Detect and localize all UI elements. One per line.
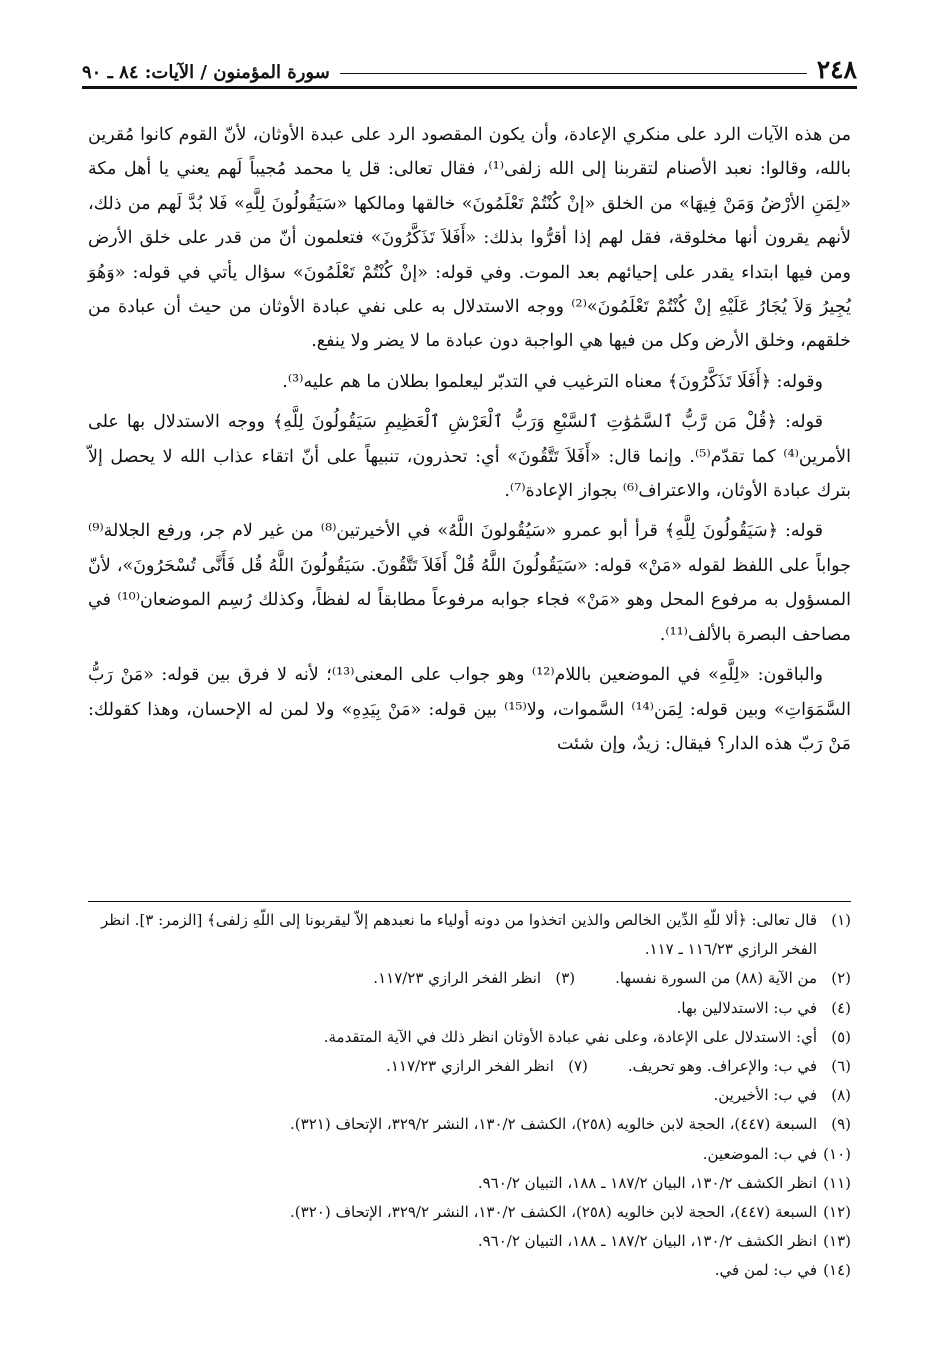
footnote-text: في ب: والإعراف. وهو تحريف.: [627, 1057, 817, 1076]
footnote-text: انظر الكشف ١٣٠/٢، البيان ١٨٧/٢ ـ ١٨٨، التبيان ٩٦٠/٢.: [477, 1232, 817, 1251]
footnote-number: (١١): [823, 1173, 851, 1192]
footnote: [88, 1169, 851, 1198]
paragraph: قوله: ﴿سَيَقُولُونَ لِلَّهِ﴾ قرأ أبو عمرو «سَيُقُولونَ اللَّهُ» في الأخيرتين⁽⁸⁾ من غير لام جر، ورفع الجلالة⁽⁹⁾ جواباً على اللفظ لقوله «مَنْ» قوله: «سَيَقُولُونَ اللَّهُ قُلْ أَفَلاَ تَتَّقُونَ. سَيَقُولُونَ اللَّهُ قُل فَأَنَّى تُسْحَرُونَ»، لأنّ المسؤول به مرفوع المحل وهو «مَنْ» فجاء جوابه مرفوعاً مطابقاً له لفظاً، وكذلك رُسِم الموضعان⁽¹⁰⁾ في مصاحف البصرة بالألف⁽¹¹⁾.: [88, 521, 851, 645]
main-text: [88, 118, 851, 767]
footnote-text: في ب: لمن في.: [714, 1261, 817, 1280]
footnote-number: (١٣): [823, 1232, 851, 1251]
footnotes: [88, 906, 851, 1286]
footnote: [88, 906, 851, 964]
footnote-number: (٨): [831, 1086, 851, 1105]
footnote-number: (١٢): [823, 1203, 851, 1222]
footnote: [88, 1052, 851, 1081]
footnote: [88, 1081, 851, 1110]
footnote-text: انظر الفخر الرازي ١١٧/٢٣.: [373, 969, 542, 988]
paragraph: من هذه الآيات الرد على منكري الإعادة، وأن يكون المقصود الرد على عبدة الأوثان، لأنّ القوم كانوا مُقرين بالله، وقالوا: نعبد الأصنام لتقربنا إلى الله زلفى⁽¹⁾، فقال تعالى: قل يا محمد مُجيباً لَهم يعني يا أهل مكة «لِمَنِ الأرْضُ وَمَنْ فِيهَا» من الخلق «إنْ كُنْتُمْ تَعْلَمُونَ» خالقها ومالكها «سَيَقُولُونَ لِلَّهِ» فَلا بُدَّ لَهم من ذلك، لأنهم يقرون أنها مخلوقة، فقل لهم إذا أقرُّوا بذلك: «أَفَلاَ تَذَكَّرُونَ» فتعلمون أنّ من قدر على خلق الأرض ومن فيها ابتداء يقدر على إحيائهم بعد الموت. وفي قوله: «إنْ كُنْتُمْ تَعْلَمُونَ» سؤال يأتي في قوله: «وَهُوَ يُجِيرُ وَلاَ يُجَارُ عَلَيْهِ إنْ كُنْتُمْ تَعْلَمُونَ»⁽²⁾ ووجه الاستدلال به على نفي عبادة الأوثان من حيث أن عبادة من خلقهم، وخلق الأرض وكل من فيها هي الواجبة دون عبادة ما لا يضر ولا ينفع.: [88, 125, 851, 352]
footnote-text: أي: الاستدلال على الإعادة، وعلى نفي عبادة الأوثان انظر ذلك في الآية المتقدمة.: [323, 1027, 817, 1046]
paragraph: وقوله: ﴿أَفَلَا تَذَكَّرُونَ﴾ معناه الترغيب في التدبّر ليعلموا بطلان ما هم عليه⁽³⁾.: [282, 371, 823, 392]
footnote-text: في ب: الأخيرين.: [713, 1086, 817, 1105]
footnote-number: (٩): [831, 1115, 851, 1134]
footnote: [88, 1198, 851, 1227]
footnote: [88, 1140, 851, 1169]
footnote-text: انظر الكشف ١٣٠/٢، البيان ١٨٧/٢ ـ ١٨٨، التبيان ٩٦٠/٢.: [477, 1173, 817, 1192]
paragraph: قوله: ﴿قُلْ مَن رَّبُّ ٱلسَّمَٰوَٰتِ ٱلسَّبْعِ وَرَبُّ ٱلْعَرْشِ ٱلْعَظِيمِ سَيَقُولُونَ لِلَّهِ﴾ ووجه الاستدلال بها على الأمرين⁽⁴⁾ كما تقدّم⁽⁵⁾. وإنما قال: «أَفَلاَ تَتَّقُونَ» أي: تحذرون، تنبيهاً على أنّ اتقاء عذاب الله لا يحصل إلاّ بترك عبادة الأوثان، والاعتراف⁽⁶⁾ بجواز الإعادة⁽⁷⁾.: [88, 412, 851, 502]
footnote-text: السبعة (٤٤٧)، الحجة لابن خالويه (٢٥٨)، الكشف ١٣٠/٢، النشر ٣٢٩/٢، الإتحاف (٣٢٠).: [290, 1203, 817, 1222]
footnote: [88, 1256, 851, 1285]
header-divider: [82, 86, 857, 89]
footnote-number: (١٤): [823, 1261, 851, 1280]
header-rule: [340, 73, 807, 74]
paragraph: والباقون: «لِلَّهِ» في الموضعين باللام⁽¹²⁾ وهو جواب على المعنى⁽¹³⁾؛ لأنه لا فرق بين قوله: «مَنْ رَبُّ السَّمَوَاتِ» وبين قوله: لِمَن⁽¹⁴⁾ السَّموات، ولا⁽¹⁵⁾ بين قوله: «مَنْ بِيَدِهِ» ولا لمن له الإحسان، وهذا كقولك: مَنْ رَبّ هذه الدار؟ فيقال: زيدٌ، وإن شئت: [88, 665, 851, 754]
footnote-number: (٦): [831, 1057, 851, 1076]
footnote-number: (٤): [831, 998, 851, 1017]
footnote-number: (١٠): [823, 1144, 851, 1163]
footnote: [88, 964, 851, 993]
footnote-number: (٣): [555, 969, 576, 988]
footnote: [88, 1110, 851, 1139]
page-header: [82, 42, 857, 82]
footnote-number: (٧): [568, 1057, 588, 1076]
footnote-text: في ب: الاستدلالين بها.: [676, 998, 817, 1017]
footnote-number: (٢): [831, 969, 851, 988]
footnote-text: من الآية (٨٨) من السورة نفسها.: [615, 969, 817, 988]
footnote-text: السبعة (٤٤٧)، الحجة لابن خالويه (٢٥٨)، الكشف ١٣٠/٢، النشر ٣٢٩/٢، الإتحاف (٣٢١).: [290, 1115, 817, 1134]
footnote-text: انظر الفخر الرازي ١١٧/٢٣.: [386, 1057, 554, 1076]
footnote: [88, 1227, 851, 1256]
footnote: [88, 994, 851, 1023]
footnote-number: (١): [831, 911, 851, 929]
running-title: سورة المؤمنون / الآيات: ٨٤ ـ ٩٠: [82, 62, 330, 83]
page-number: ٢٤٨: [816, 55, 857, 84]
footnote-separator: [88, 901, 851, 902]
footnote: [88, 1023, 851, 1052]
footnote-number: (٥): [831, 1027, 851, 1046]
footnote-text: قال تعالى: ﴿ألا للّهِ الدِّين الخالص والذين اتخذوا من دونه أولياء ما نعبدهم إلاّ ليقربونا إلى اللّهِ زلفى﴾ [الزمر: ٣]. انظر الفخر الرازي ١١٦/٢٣ ـ ١١٧.: [100, 911, 817, 959]
footnote-text: في ب: الموضعين.: [702, 1144, 817, 1163]
